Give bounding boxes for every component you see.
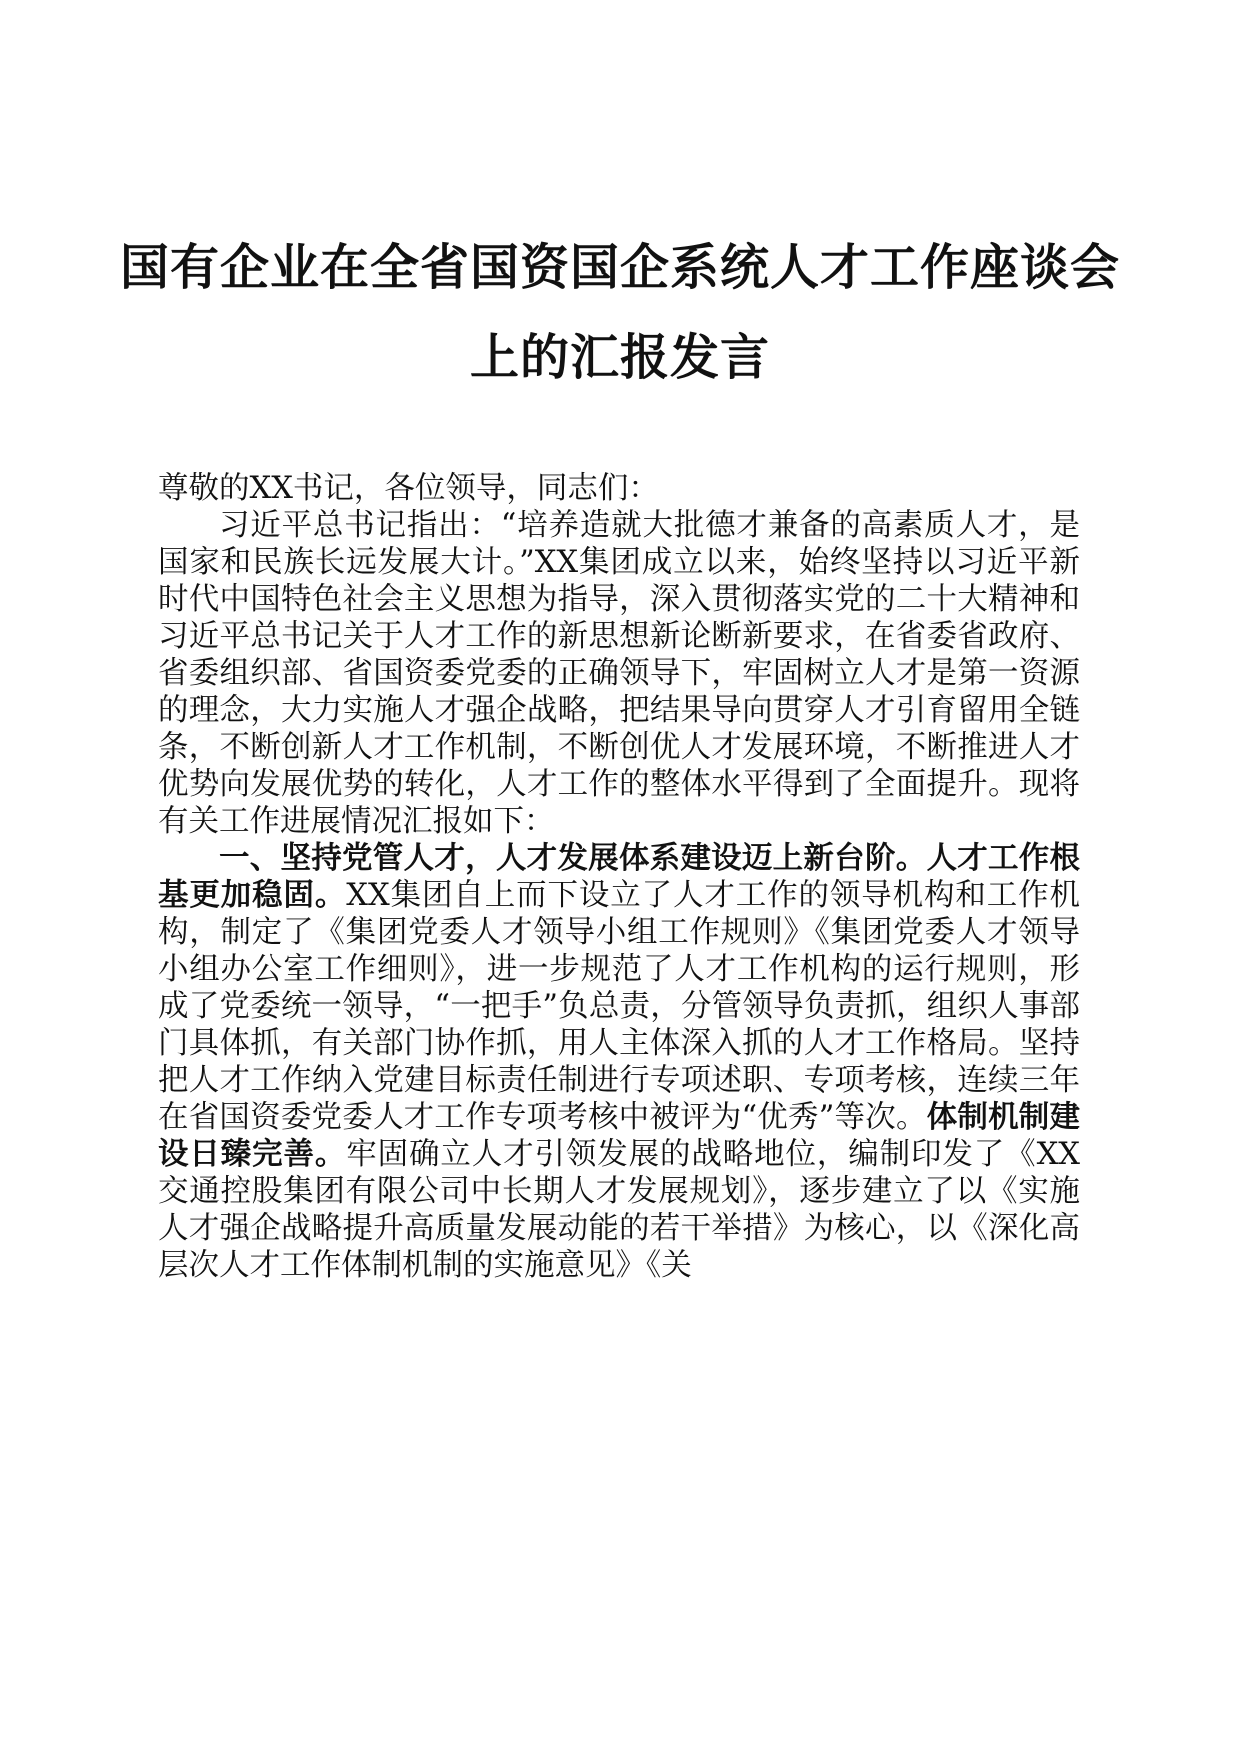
- paragraph-section-1: [158, 840, 1080, 1284]
- subheading-mechanism: 体制机制建设日臻完善。: [158, 1099, 1080, 1172]
- salutation: 尊敬的XX书记，各位领导，同志们：: [158, 471, 659, 506]
- title-line-2: 上的汇报发言: [469, 328, 770, 386]
- document-title: [0, 222, 1240, 402]
- section-heading: 一、坚持党管人才，人才发展体系建设迈上新台阶。: [219, 840, 927, 876]
- section-text-1: XX集团自上而下设立了人才工作的领导机构和工作机构，制定了《集团党委人才领导小组工作规则》《集团党委人才领导小组办公室工作细则》，进一步规范了人才工作机构的运行规则，形成了党委统一领导，“一把手”负总责，分管领导负责抓，组织人事部门具体抓，有关部门协作抓，用人主体深入抓的人才工作格局。坚持把人才工作纳入党建目标责任制进行专项述职、专项考核，连续三年在省国资委党委人才工作专项考核中被评为“优秀”等次。: [158, 878, 1080, 1135]
- title-line-1: 国有企业在全省国资国企系统人才工作座谈会: [119, 238, 1120, 296]
- section-text-2: 牢固确立人才引领发展的战略地位，编制印发了《XX交通控股集团有限公司中长期人才发展规划》，逐步建立了以《实施人才强企战略提升高质量发展动能的若干举措》为核心，以《深化高层次人才工作体制机制的实施意见》《关: [158, 1137, 1080, 1283]
- paragraph-intro: 习近平总书记指出：“培养造就大批德才兼备的高素质人才，是国家和民族长远发展大计。”XX集团成立以来，始终坚持以习近平新时代中国特色社会主义思想为指导，深入贯彻落实党的二十大精神和习近平总书记关于人才工作的新思想新论断新要求，在省委省政府、省委组织部、省国资委党委的正确领导下，牢固树立人才是第一资源的理念，大力实施人才强企战略，把结果导向贯穿人才引育留用全链条，不断创新人才工作机制，不断创优人才发展环境，不断推进人才优势向发展优势的转化，人才工作的整体水平得到了全面提升。现将有关工作进展情况汇报如下：: [158, 508, 1080, 839]
- document-body: [158, 470, 1080, 1284]
- subheading-foundation: 人才工作根基更加稳固。: [158, 840, 1081, 913]
